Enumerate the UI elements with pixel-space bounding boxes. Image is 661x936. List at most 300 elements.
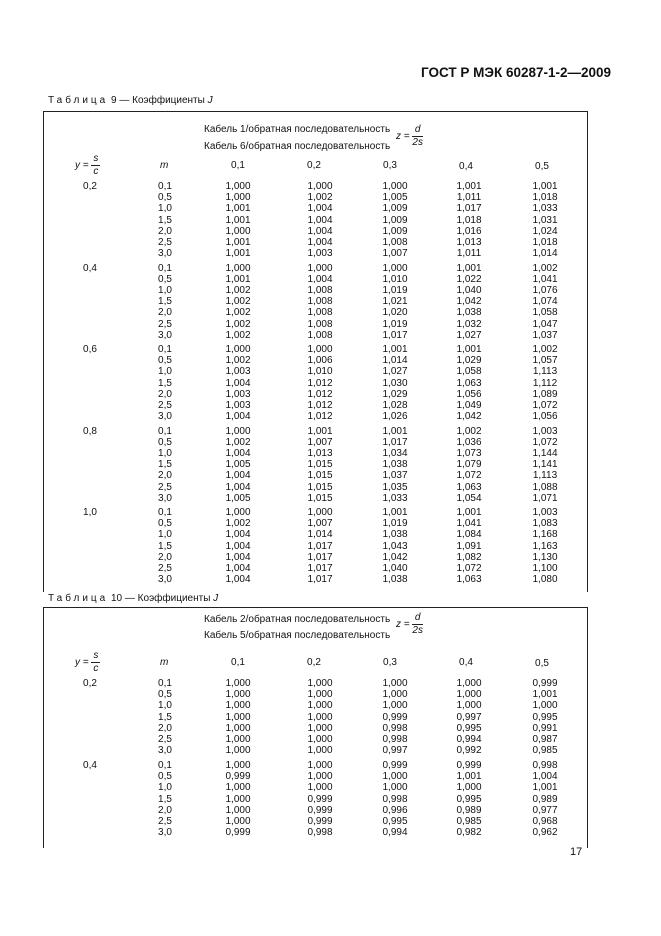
table9-y-value: 1,0 xyxy=(83,507,97,518)
table9-cell-value: 1,076 xyxy=(532,284,558,296)
table10-cell-value: 0,999 xyxy=(225,771,251,783)
table9-cell-value: 1,141 xyxy=(532,459,558,471)
table9-m-value: 2,0 xyxy=(158,551,172,563)
table10-cell-value: 1,000 xyxy=(307,734,333,745)
table9-table-row xyxy=(44,378,587,389)
table9-cell-value: 1,008 xyxy=(307,284,333,296)
table9-cell-value: 1,003 xyxy=(225,400,251,411)
table10-z-header: 0,3 xyxy=(383,657,397,668)
table10-cell-value: 1,000 xyxy=(456,678,482,689)
table10-table-row xyxy=(44,771,587,782)
table10-cell-value: 0,999 xyxy=(225,827,251,839)
table9-cell-value: 1,013 xyxy=(307,447,333,459)
table10-m-value: 1,5 xyxy=(158,711,172,723)
table9-cell-value: 1,038 xyxy=(456,307,482,319)
table9-m-value: 0,5 xyxy=(158,192,172,204)
table9-cell-value: 1,007 xyxy=(307,436,333,448)
table10-cell-value: 0,985 xyxy=(532,745,558,757)
table9-cell-value: 1,004 xyxy=(307,237,333,248)
table10-cell-value: 1,000 xyxy=(382,689,408,701)
table9-table-row xyxy=(44,344,587,355)
table10-cell-value: 1,000 xyxy=(382,678,408,689)
table10-cell-value: 0,999 xyxy=(307,804,333,816)
table10-cell-value: 1,001 xyxy=(532,689,558,701)
table10-cell-value: 1,000 xyxy=(225,700,251,712)
table10-cell-value: 1,000 xyxy=(382,700,408,712)
table9-cell-value: 1,005 xyxy=(225,459,251,471)
table9-cell-value: 1,073 xyxy=(456,447,482,459)
table9-m-value: 2,5 xyxy=(158,400,172,411)
table9-m-value: 0,5 xyxy=(158,436,172,448)
table10-cell-value: 0,999 xyxy=(307,816,333,827)
table9-m-value: 3,0 xyxy=(158,329,172,341)
table9-cell-value: 1,002 xyxy=(532,262,558,274)
table9-table-row xyxy=(44,507,587,518)
table9-cell-value: 1,028 xyxy=(382,400,408,411)
table9-cell-value: 1,001 xyxy=(456,507,482,518)
table10-m-value: 0,1 xyxy=(158,760,172,771)
table10-cell-value: 0,994 xyxy=(456,734,482,745)
table9-cell-value: 1,011 xyxy=(456,248,482,260)
table10-cell-value: 0,996 xyxy=(382,804,408,816)
table10-table-row xyxy=(44,816,587,827)
table9-table-row xyxy=(44,203,587,214)
table9-cell-value: 1,000 xyxy=(225,225,251,237)
table10-cell-value: 1,000 xyxy=(307,782,333,794)
table10-cell-value: 1,000 xyxy=(456,700,482,712)
table9-cell-value: 1,144 xyxy=(532,447,558,459)
table10-cell-value: 0,999 xyxy=(456,760,482,771)
table9-table-row xyxy=(44,319,587,330)
table10-cell-value: 0,995 xyxy=(382,816,408,827)
table9-table-row xyxy=(44,237,587,248)
table9-table-row xyxy=(44,274,587,285)
table10-cell-value: 1,000 xyxy=(225,734,251,745)
table9-table-row xyxy=(44,248,587,259)
table10-cell-value: 1,000 xyxy=(225,782,251,794)
table9-cell-value: 1,019 xyxy=(382,318,408,330)
table9-cell-value: 1,004 xyxy=(225,551,251,563)
table9-z-header: 0,3 xyxy=(383,160,397,171)
table9-m-value: 2,5 xyxy=(158,563,172,574)
table9-cell-value: 1,018 xyxy=(532,237,558,248)
table9-m-value: 1,0 xyxy=(158,529,172,541)
table9-cell-value: 1,017 xyxy=(456,203,482,215)
table10-caption-number: 10 xyxy=(111,593,123,604)
table9-cell-value: 1,017 xyxy=(382,436,408,448)
table9-cell-value: 1,072 xyxy=(456,563,482,574)
table9-cell-value: 1,001 xyxy=(382,507,408,518)
table9-cell-value: 1,001 xyxy=(225,214,251,226)
table9-caption-prefix: Таблица xyxy=(48,95,109,106)
table10-table-row xyxy=(44,723,587,734)
table9-cell-value: 1,042 xyxy=(382,551,408,563)
table9-cell-value: 1,001 xyxy=(382,425,408,437)
table9-cell-value: 1,017 xyxy=(307,551,333,563)
table10-y-value: 0,2 xyxy=(83,678,97,689)
table9-cell-value: 1,049 xyxy=(456,400,482,411)
table9-table-row xyxy=(44,541,587,552)
table9-m-value: 0,1 xyxy=(158,262,172,274)
table10-cell-value: 1,000 xyxy=(225,711,251,723)
table9-y-numerator: s xyxy=(93,153,99,164)
table9-cell-value: 1,033 xyxy=(382,492,408,504)
table10-table-row xyxy=(44,689,587,700)
table9-m-value: 1,5 xyxy=(158,214,172,226)
table9-z-header: 0,5 xyxy=(535,161,549,172)
table10-cell-value: 1,000 xyxy=(225,816,251,827)
table9-cell-value: 1,071 xyxy=(532,492,558,504)
table9-m-value: 1,0 xyxy=(158,447,172,459)
table10-table-row xyxy=(44,678,587,689)
table10-cell-value: 0,977 xyxy=(532,804,558,816)
table9-m-value: 0,1 xyxy=(158,425,172,437)
table10-m-value: 3,0 xyxy=(158,827,172,839)
table9-m-value: 1,5 xyxy=(158,540,172,552)
table9-cell-value: 1,012 xyxy=(307,388,333,400)
table9-cell-value: 1,130 xyxy=(532,551,558,563)
table9-cell-value: 1,017 xyxy=(382,329,408,341)
table9-cable-line2: Кабель 6/обратная последовательность xyxy=(204,141,391,152)
table9-m-value: 0,5 xyxy=(158,273,172,285)
table9-cell-value: 1,001 xyxy=(225,273,251,285)
table9-table-row xyxy=(44,285,587,296)
table9-m-value: 0,1 xyxy=(158,507,172,518)
table10-table-row xyxy=(44,805,587,816)
table9-m-value: 3,0 xyxy=(158,411,172,423)
table9-cell-value: 1,000 xyxy=(307,344,333,355)
table9-cell-value: 1,000 xyxy=(225,181,251,192)
table10-cell-value: 0,985 xyxy=(456,816,482,827)
table9-table-row xyxy=(44,181,587,192)
table9-m-header: m xyxy=(160,160,169,171)
table10-m-value: 2,0 xyxy=(158,722,172,734)
table9-cell-value: 1,072 xyxy=(456,470,482,482)
table9-cell-value: 1,004 xyxy=(225,377,251,389)
table10-cell-value: 0,991 xyxy=(532,722,558,734)
table10-cell-value: 1,001 xyxy=(532,782,558,794)
table9-z-label: z = xyxy=(396,131,410,143)
table9-m-value: 0,5 xyxy=(158,518,172,530)
table9-cell-value: 1,004 xyxy=(307,225,333,237)
table10-table-row xyxy=(44,794,587,805)
table9-cell-value: 1,004 xyxy=(225,411,251,423)
table9-table-row xyxy=(44,470,587,481)
table10-m-value: 1,5 xyxy=(158,793,172,805)
table9-cell-value: 1,091 xyxy=(456,540,482,552)
table9-table-row xyxy=(44,215,587,226)
table9-cell-value: 1,000 xyxy=(307,262,333,274)
table9-cell-value: 1,040 xyxy=(456,284,482,296)
table9-cell-value: 1,032 xyxy=(456,318,482,330)
table9-cell-value: 1,168 xyxy=(532,529,558,541)
table9-m-value: 2,5 xyxy=(158,481,172,493)
table10-cell-value: 0,995 xyxy=(532,711,558,723)
table9-table-row xyxy=(44,518,587,529)
table9-y-denominator: c xyxy=(93,166,99,177)
table9-m-value: 1,5 xyxy=(158,296,172,308)
table10-cell-value: 1,000 xyxy=(307,760,333,771)
table10-cable-line1: Кабель 2/обратная последовательность xyxy=(204,614,391,625)
table10-y-value: 0,4 xyxy=(83,760,97,771)
table9-cell-value: 1,005 xyxy=(382,192,408,204)
table9-cell-value: 1,002 xyxy=(225,518,251,530)
table9-cell-value: 1,017 xyxy=(307,574,333,586)
table10-cell-value: 0,992 xyxy=(456,745,482,757)
table10-z-header: 0,2 xyxy=(307,657,321,668)
table10-z-header: 0,5 xyxy=(535,658,549,669)
table9-cell-value: 1,002 xyxy=(225,307,251,319)
table9-cell-value: 1,000 xyxy=(225,344,251,355)
table10-table-row xyxy=(44,712,587,723)
table9-table-row xyxy=(44,400,587,411)
table10-cell-value: 1,000 xyxy=(382,782,408,794)
table10-cell-value: 0,997 xyxy=(382,745,408,757)
table9-cell-value: 1,014 xyxy=(307,529,333,541)
table9-cell-value: 1,063 xyxy=(456,377,482,389)
table9-caption-text: — Коэффициенты xyxy=(119,95,205,106)
table10-caption xyxy=(48,593,218,604)
table9-cell-value: 1,017 xyxy=(307,540,333,552)
table10-z-denominator: 2s xyxy=(412,625,423,636)
table10-cell-value: 1,000 xyxy=(307,711,333,723)
table10-cell-value: 0,987 xyxy=(532,734,558,745)
table9-cell-value: 1,015 xyxy=(307,492,333,504)
table9-cell-value: 1,000 xyxy=(307,181,333,192)
table10-m-value: 2,0 xyxy=(158,804,172,816)
table10-y-denominator: c xyxy=(93,663,99,674)
table10-m-value: 3,0 xyxy=(158,745,172,757)
table9-cell-value: 1,009 xyxy=(382,225,408,237)
table9-cell-value: 1,004 xyxy=(225,529,251,541)
table9-cell-value: 1,001 xyxy=(532,181,558,192)
table9-cell-value: 1,040 xyxy=(382,563,408,574)
table9-cell-value: 1,014 xyxy=(532,248,558,260)
table9-cell-value: 1,012 xyxy=(307,377,333,389)
table10-cell-value: 0,997 xyxy=(456,711,482,723)
table9-table-row xyxy=(44,296,587,307)
table9-cell-value: 1,037 xyxy=(382,470,408,482)
table10-cell-value: 1,000 xyxy=(307,722,333,734)
table10 xyxy=(43,607,588,848)
table9-cell-value: 1,042 xyxy=(456,411,482,423)
table9-cell-value: 1,054 xyxy=(456,492,482,504)
table10-cell-value: 1,000 xyxy=(225,678,251,689)
table9-cell-value: 1,000 xyxy=(225,192,251,204)
table9-cable-line1: Кабель 1/обратная последовательность xyxy=(204,124,391,135)
table9-cell-value: 1,035 xyxy=(382,481,408,493)
table10-cell-value: 1,000 xyxy=(307,745,333,757)
table10-m-value: 1,0 xyxy=(158,782,172,794)
table9-cell-value: 1,003 xyxy=(307,248,333,260)
table10-y-numerator: s xyxy=(93,650,99,661)
table9-caption-number: 9 xyxy=(111,95,117,106)
table10-cell-value: 1,000 xyxy=(307,771,333,783)
table9-table-row xyxy=(44,563,587,574)
table9-cell-value: 1,112 xyxy=(532,377,558,389)
table9-cell-value: 1,026 xyxy=(382,411,408,423)
table9-cell-value: 1,001 xyxy=(456,262,482,274)
table9-m-value: 1,5 xyxy=(158,459,172,471)
table9-cell-value: 1,003 xyxy=(532,425,558,437)
table9-cell-value: 1,000 xyxy=(225,425,251,437)
table9-cell-value: 1,001 xyxy=(225,248,251,260)
table9-table-row xyxy=(44,192,587,203)
table9-cell-value: 1,063 xyxy=(456,481,482,493)
table9-cell-value: 1,013 xyxy=(456,237,482,248)
table9-cell-value: 1,043 xyxy=(382,540,408,552)
table10-cell-value: 1,000 xyxy=(225,760,251,771)
table9-cell-value: 1,010 xyxy=(307,366,333,378)
table9-cell-value: 1,000 xyxy=(382,181,408,192)
table9-cell-value: 1,001 xyxy=(225,237,251,248)
table9-m-value: 3,0 xyxy=(158,248,172,260)
table10-cell-value: 0,999 xyxy=(307,793,333,805)
table10-cell-value: 0,982 xyxy=(456,827,482,839)
table10-cell-value: 1,004 xyxy=(532,771,558,783)
table10-cell-value: 0,999 xyxy=(382,760,408,771)
table9-cell-value: 1,001 xyxy=(225,203,251,215)
table9-z-header: 0,1 xyxy=(231,160,245,171)
table9-cell-value: 1,022 xyxy=(456,273,482,285)
table10-cell-value: 1,000 xyxy=(456,782,482,794)
table9-table-row xyxy=(44,226,587,237)
table10-y-formula xyxy=(75,650,100,675)
table9-cell-value: 1,002 xyxy=(225,296,251,308)
table10-m-value: 1,0 xyxy=(158,700,172,712)
table9-cell-value: 1,019 xyxy=(382,518,408,530)
table10-m-value: 2,5 xyxy=(158,816,172,827)
table9-m-value: 2,0 xyxy=(158,470,172,482)
table10-table-row xyxy=(44,827,587,838)
table10-table-row xyxy=(44,745,587,756)
table9-cell-value: 1,084 xyxy=(456,529,482,541)
table9-cell-value: 1,002 xyxy=(225,436,251,448)
table10-cell-value: 1,000 xyxy=(307,678,333,689)
table9-cell-value: 1,063 xyxy=(456,574,482,586)
table9-cell-value: 1,038 xyxy=(382,459,408,471)
table10-z-header: 0,1 xyxy=(231,657,245,668)
table9-z-denominator: 2s xyxy=(412,137,423,148)
table9-cell-value: 1,007 xyxy=(307,518,333,530)
table9-cell-value: 1,038 xyxy=(382,574,408,586)
table9-cell-value: 1,015 xyxy=(307,470,333,482)
table10-cell-value: 0,999 xyxy=(382,711,408,723)
table9-cell-value: 1,004 xyxy=(225,470,251,482)
table9-cell-value: 1,004 xyxy=(225,563,251,574)
table9-cell-value: 1,008 xyxy=(382,237,408,248)
table10-cell-value: 0,998 xyxy=(382,722,408,734)
table10-cell-value: 0,998 xyxy=(382,734,408,745)
table9-cell-value: 1,004 xyxy=(225,481,251,493)
table9-cell-value: 1,163 xyxy=(532,540,558,552)
table9-y-formula xyxy=(75,153,100,178)
table9-cell-value: 1,082 xyxy=(456,551,482,563)
table10-cell-value: 0,998 xyxy=(307,827,333,839)
page-number: 17 xyxy=(570,846,583,858)
table9-cell-value: 1,089 xyxy=(532,388,558,400)
table10-cell-value: 1,000 xyxy=(225,722,251,734)
table9-cell-value: 1,027 xyxy=(456,329,482,341)
table9-m-value: 2,5 xyxy=(158,318,172,330)
table10-cell-value: 1,000 xyxy=(225,804,251,816)
table10-z-formula xyxy=(396,612,423,637)
table9-y-value: 0,8 xyxy=(83,425,97,437)
table10-z-header: 0,4 xyxy=(459,657,473,668)
table9-cell-value: 1,003 xyxy=(532,507,558,518)
table9-cell-value: 1,004 xyxy=(225,447,251,459)
table9-m-value: 1,0 xyxy=(158,366,172,378)
table10-cell-value: 0,999 xyxy=(532,678,558,689)
table9-cell-value: 1,004 xyxy=(307,203,333,215)
table9-cell-value: 1,004 xyxy=(307,214,333,226)
table9-cell-value: 1,004 xyxy=(225,540,251,552)
table10-cable-line2: Кабель 5/обратная последовательность xyxy=(204,630,391,641)
table10-table-row xyxy=(44,700,587,711)
table9-cell-value: 1,012 xyxy=(307,411,333,423)
table10-cell-value: 0,995 xyxy=(456,793,482,805)
table10-table-row xyxy=(44,734,587,745)
table9-table-row xyxy=(44,355,587,366)
table9-y-value: 0,2 xyxy=(83,181,97,192)
table9-cell-value: 1,000 xyxy=(225,262,251,274)
table9-cell-value: 1,000 xyxy=(382,262,408,274)
table9-m-value: 2,5 xyxy=(158,237,172,248)
table9-cell-value: 1,038 xyxy=(382,529,408,541)
table10-caption-prefix: Таблица xyxy=(48,593,109,604)
table9-z-header: 0,2 xyxy=(307,160,321,171)
table9-m-value: 0,1 xyxy=(158,181,172,192)
table9-cell-value: 1,003 xyxy=(225,366,251,378)
table10-cell-value: 0,968 xyxy=(532,816,558,827)
table9-cell-value: 1,018 xyxy=(456,214,482,226)
table10-table-row xyxy=(44,782,587,793)
table9-m-value: 1,5 xyxy=(158,377,172,389)
table9-cell-value: 1,006 xyxy=(307,355,333,367)
table9-cell-value: 1,002 xyxy=(532,344,558,355)
table9-cell-value: 1,002 xyxy=(225,318,251,330)
table9-table-row xyxy=(44,389,587,400)
standard-designation: ГОСТ Р МЭК 60287-1-2—2009 xyxy=(421,65,612,80)
table9-cell-value: 1,010 xyxy=(382,273,408,285)
table9 xyxy=(43,111,588,592)
table9-cell-value: 1,009 xyxy=(382,203,408,215)
table9-cell-value: 1,072 xyxy=(532,436,558,448)
table10-m-value: 2,5 xyxy=(158,734,172,745)
table10-cell-value: 1,000 xyxy=(532,700,558,712)
table10-cell-value: 0,989 xyxy=(456,804,482,816)
table9-cell-value: 1,113 xyxy=(532,470,558,482)
table9-z-formula xyxy=(396,124,423,149)
table9-cell-value: 1,031 xyxy=(532,214,558,226)
table10-y-label: y = xyxy=(75,657,89,669)
table9-cell-value: 1,036 xyxy=(456,436,482,448)
table9-cell-value: 1,056 xyxy=(532,411,558,423)
table10-cell-value: 1,000 xyxy=(225,745,251,757)
table9-cell-value: 1,079 xyxy=(456,459,482,471)
table10-cell-value: 0,962 xyxy=(532,827,558,839)
table9-caption xyxy=(48,95,213,106)
table9-m-value: 0,5 xyxy=(158,355,172,367)
table9-cell-value: 1,100 xyxy=(532,563,558,574)
table9-cell-value: 1,015 xyxy=(307,459,333,471)
table9-table-row xyxy=(44,459,587,470)
table9-cell-value: 1,017 xyxy=(307,563,333,574)
table9-y-value: 0,6 xyxy=(83,344,97,355)
table9-cell-value: 1,008 xyxy=(307,318,333,330)
table9-cell-value: 1,113 xyxy=(532,366,558,378)
table10-cell-value: 1,001 xyxy=(456,771,482,783)
